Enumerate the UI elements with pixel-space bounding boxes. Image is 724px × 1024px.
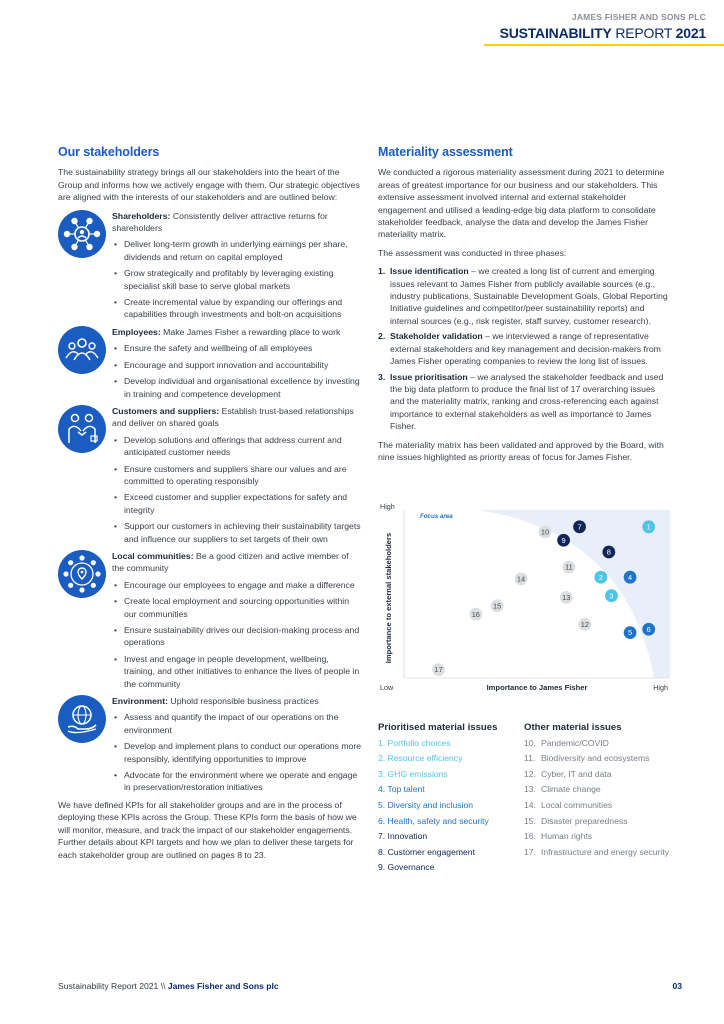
issue-point-label: 10 — [540, 527, 550, 537]
footer-company: James Fisher and Sons plc — [167, 981, 279, 991]
stakeholder-bullet: • Develop solutions and offerings that address current and anticipated customer needs — [112, 434, 362, 459]
x-low-label: Low — [380, 683, 394, 692]
stakeholder-bullet: • Deliver long-term growth in underlying earnings per share, dividends and return on capital employed — [112, 238, 362, 263]
prioritised-issues — [378, 722, 518, 878]
handshake-icon — [58, 405, 106, 453]
stakeholder-lead: Local communities: Be a good citizen and active member of the community — [112, 550, 349, 574]
stakeholder-bullet: • Ensure customers and suppliers share our values and are committed to operating responsibly — [112, 463, 362, 488]
stakeholder-lead: Employees: Make James Fisher a rewarding place to work — [112, 326, 341, 337]
issue-point-label: 17 — [434, 665, 443, 675]
prioritised-issue: 4. Top talent — [378, 784, 425, 795]
footer-report: Sustainability Report 2021 \\ — [58, 981, 168, 991]
issue-point-label: 15 — [492, 601, 502, 611]
shareholders-network-icon — [58, 210, 106, 258]
stakeholder-bullet: • Ensure sustainability drives our decision-making process and operations — [112, 624, 362, 649]
page-number: 03 — [672, 981, 682, 991]
other-issue: 16. Human rights — [524, 831, 593, 842]
phases-list — [378, 265, 670, 432]
stakeholder-bullet: • Invest and engage in people development, wellbeing, training, and other initiatives to enhance the lives of people in the community — [112, 653, 362, 690]
other-issue: 14. Local communities — [524, 799, 613, 810]
phase-item: 3. Issue prioritisation – we analysed the stakeholder feedback and used the big data platform to produce the final list of 17 overarching issues and the materiality matrix, ranking and cross-referencing each against importance to external stakeholders as well as importance to James Fisher. — [378, 371, 664, 432]
other-issue: 17. Infrastructure and energy security — [524, 846, 670, 857]
prioritised-issue: 1. Portfolio choices — [378, 737, 451, 748]
header-company: JAMES FISHER AND SONS PLC — [571, 12, 706, 22]
issue-point-label: 3 — [609, 591, 614, 601]
prioritised-issue: 2. Resource efficiency — [378, 753, 463, 764]
prioritised-issue: 7. Innovation — [378, 831, 428, 842]
stakeholder-group — [58, 550, 362, 690]
stakeholder-group — [58, 210, 362, 321]
other-issue: 15. Disaster preparedness — [524, 815, 628, 826]
header-report-title: SUSTAINABILITY REPORT 2021 — [499, 25, 706, 41]
other-issue: 11. Biodiversity and ecosystems — [524, 753, 650, 764]
prioritised-issue: 6. Health, safety and security — [378, 815, 489, 826]
other-issue: 12. Cyber, IT and data — [524, 768, 612, 779]
issue-point-label: 9 — [561, 535, 566, 545]
header-rule — [484, 44, 724, 46]
issue-point-label: 6 — [646, 624, 651, 634]
stakeholder-lead: Shareholders: Consistently deliver attractive returns for shareholders — [112, 210, 328, 234]
materiality-matrix-chart — [378, 498, 678, 698]
other-issues — [524, 722, 674, 862]
stakeholder-bullet: • Grow strategically and profitably by leveraging existing specialist skill base to serve global markets — [112, 267, 362, 292]
issue-point-label: 16 — [471, 609, 480, 619]
stakeholders-title: Our stakeholders — [58, 145, 160, 159]
stakeholder-groups — [58, 210, 362, 794]
page-footer — [58, 981, 682, 991]
stakeholder-group — [58, 326, 362, 400]
stakeholder-lead: Customers and suppliers: Establish trust-based relationships and deliver on shared goals — [112, 405, 354, 429]
issue-point-label: 8 — [606, 547, 611, 557]
focus-area-label: Focus area — [420, 513, 453, 520]
prioritised-issue: 5. Diversity and inclusion — [378, 799, 474, 810]
employees-group-icon — [58, 326, 106, 374]
stakeholder-bullet: • Encourage and support innovation and accountability — [112, 359, 362, 371]
stakeholder-lead: Environment: Uphold responsible business practices — [112, 696, 319, 707]
materiality-closing: The materiality matrix has been validated and approved by the Board, with nine issues highlighted as priority areas of focus for James Fisher. — [378, 439, 664, 462]
other-title: Other material issues — [524, 722, 622, 733]
stakeholder-bullet: • Advocate for the environment where we operate and engage in preservation/restoration initiatives — [112, 769, 362, 794]
materiality-section — [378, 146, 670, 469]
stakeholder-bullet: • Ensure the safety and wellbeing of all employees — [112, 342, 362, 354]
materiality-intro: We conducted a rigorous materiality assessment during 2021 to determine areas of greatest importance for our business and our stakeholders. This extensive assessment involved internal and external stakeholder engagement and utilised a leading-edge big data platform to consolidate stakeholder feedback, analyse the data and develop the James Fisher materiality matrix. — [378, 167, 665, 240]
issue-point-label: 14 — [516, 574, 526, 584]
x-high-label: High — [653, 683, 668, 692]
y-high-label: High — [380, 502, 395, 511]
phase-item: 2. Stakeholder validation – we interviewed a range of representative external stakeholders and key management and decision-makers from James Fisher operating companies to review the long list of issues. — [378, 331, 661, 367]
page-header — [484, 12, 724, 46]
prioritised-issue: 8. Customer engagement — [378, 846, 475, 857]
phase-item: 1. Issue identification – we created a long list of current and emerging issues relevant to James Fisher from publicly available sources (e.g., industry publications, Sustainable Development Goals, Global Reporting Initiative guidelines and competitor/peer sustainability reports) and internal sources (e.g., risk register, staff survey, customer research). — [378, 266, 668, 326]
stakeholder-bullet: • Assess and quantify the impact of our operations on the environment — [112, 711, 362, 736]
prioritised-issue: 3. GHG emissions — [378, 768, 448, 779]
issue-point-label: 4 — [628, 572, 633, 582]
stakeholder-group — [58, 405, 362, 545]
stakeholder-bullet: • Exceed customer and supplier expectations for safety and integrity — [112, 491, 362, 516]
community-location-icon — [58, 550, 106, 598]
issue-point-label: 11 — [565, 562, 573, 572]
issue-point-label: 7 — [577, 522, 582, 532]
stakeholder-bullet: • Support our customers in achieving their sustainability targets and influence our suppliers to set targets of their own — [112, 520, 362, 545]
other-issue: 10. Pandemic/COVID — [524, 737, 609, 748]
issue-point-label: 1 — [646, 522, 651, 532]
globe-hand-icon — [58, 695, 106, 743]
x-axis-title: Importance to James Fisher — [486, 683, 588, 692]
issue-point-label: 12 — [580, 619, 589, 629]
issue-point-label: 13 — [562, 592, 571, 602]
issue-point-label: 5 — [628, 628, 633, 638]
prioritised-title: Prioritised material issues — [378, 722, 498, 733]
other-issue: 13. Climate change — [524, 784, 601, 795]
stakeholder-bullet: • Encourage our employees to engage and make a difference — [112, 579, 362, 591]
y-axis-title: Importance to external stakeholders — [384, 532, 393, 664]
prioritised-issue: 9. Governance — [378, 862, 435, 873]
stakeholder-bullet: • Create local employment and sourcing opportunities within our communities — [112, 595, 362, 620]
stakeholder-bullet: • Develop and implement plans to conduct our operations more responsibly, identifying opportunities to improve — [112, 740, 362, 765]
materiality-title: Materiality assessment — [378, 145, 513, 159]
issue-point-label: 2 — [598, 572, 603, 582]
phases-intro: The assessment was conducted in three phases: — [378, 247, 567, 258]
stakeholders-closing: We have defined KPIs for all stakeholder groups and are in the process of deploying these KPIs across the Group. These KPIs form the basis of how we will monitor, measure, and track the impact of our stakeholder engagements. Further details about KPI targets and how we plan to deliver these targets for each stakeholder group are outlined on pages 8 to 23. — [58, 799, 357, 860]
stakeholder-group — [58, 695, 362, 794]
stakeholder-bullet: • Create incremental value by expanding our offerings and capabilities through investments and bolt-on acquisitions — [112, 296, 362, 321]
stakeholders-section — [58, 146, 362, 867]
stakeholder-bullet: • Develop individual and organisational excellence by investing in training and competence development — [112, 375, 362, 400]
stakeholders-intro: The sustainability strategy brings all our stakeholders into the heart of the Group and informs how we actively engage with them. Our strategic objectives are aligned with the interests of our stakeholders and are outlined below: — [58, 167, 360, 203]
